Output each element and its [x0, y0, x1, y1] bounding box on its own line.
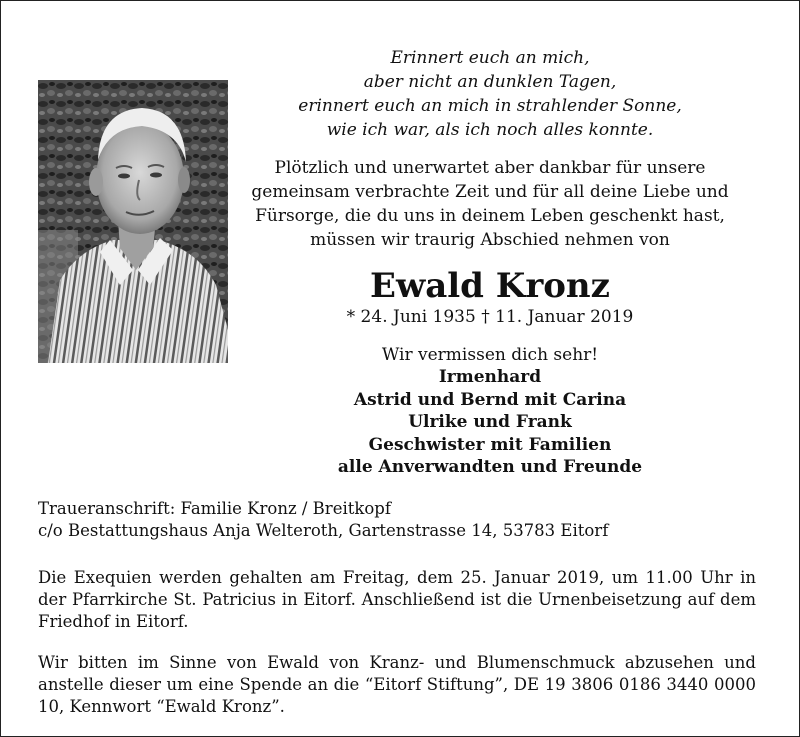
address-line: Traueranschrift: Familie Kronz / Breitkopf	[38, 499, 391, 518]
address-line: c/o Bestattungshaus Anja Welteroth, Gartenstrasse 14, 53783 Eitorf	[38, 521, 609, 540]
portrait-photo	[38, 80, 228, 363]
poem-line: wie ich war, als ich noch alles konnte.	[326, 120, 654, 140]
life-dates: * 24. Juni 1935 † 11. Januar 2019	[346, 307, 634, 327]
funeral-service-info	[38, 567, 756, 633]
poem-line: Erinnert euch an mich,	[390, 48, 590, 68]
mourners-list	[240, 366, 740, 479]
poem-line: erinnert euch an mich in strahlender Sonne,	[298, 96, 682, 116]
mourner-item: Astrid und Bernd mit Carina	[353, 389, 627, 410]
intro-text	[240, 156, 740, 252]
donation-text: Wir bitten im Sinne von Ewald von Kranz- und Blumenschmuck abzusehen und anstelle dieser um eine Spende an die “Eitorf Stiftung”, DE 19 3806 0186 3440 0000 10, Kennwort “Ewald Kronz”.	[38, 653, 756, 716]
miss-text: Wir vermissen dich sehr!	[381, 345, 599, 365]
deceased-name: Ewald Kronz	[370, 266, 610, 306]
intro-line: Plötzlich und unerwartet aber dankbar für unsere	[274, 158, 706, 178]
donation-request	[38, 652, 756, 718]
service-text: Die Exequien werden gehalten am Freitag, dem 25. Januar 2019, um 11.00 Uhr in der Pfarrkirche St. Patricius in Eitorf. Anschließend ist die Urnenbeisetzung auf dem Friedhof in Eitorf.	[38, 568, 756, 631]
main-text-column	[240, 46, 740, 479]
mourner-item: alle Anverwandten und Freunde	[337, 457, 643, 477]
mourner-item: Ulrike und Frank	[408, 412, 572, 432]
mourning-address	[38, 498, 756, 542]
intro-line: gemeinsam verbrachte Zeit und für all deine Liebe und	[251, 182, 729, 202]
mourner-item: Geschwister mit Familien	[368, 434, 612, 455]
poem-line: aber nicht an dunklen Tagen,	[363, 72, 617, 92]
memorial-poem	[240, 46, 740, 142]
mourner-item: Irmenhard	[438, 367, 542, 387]
intro-line: müssen wir traurig Abschied nehmen von	[310, 230, 670, 250]
intro-line: Fürsorge, die du uns in deinem Leben geschenkt hast,	[255, 206, 725, 226]
